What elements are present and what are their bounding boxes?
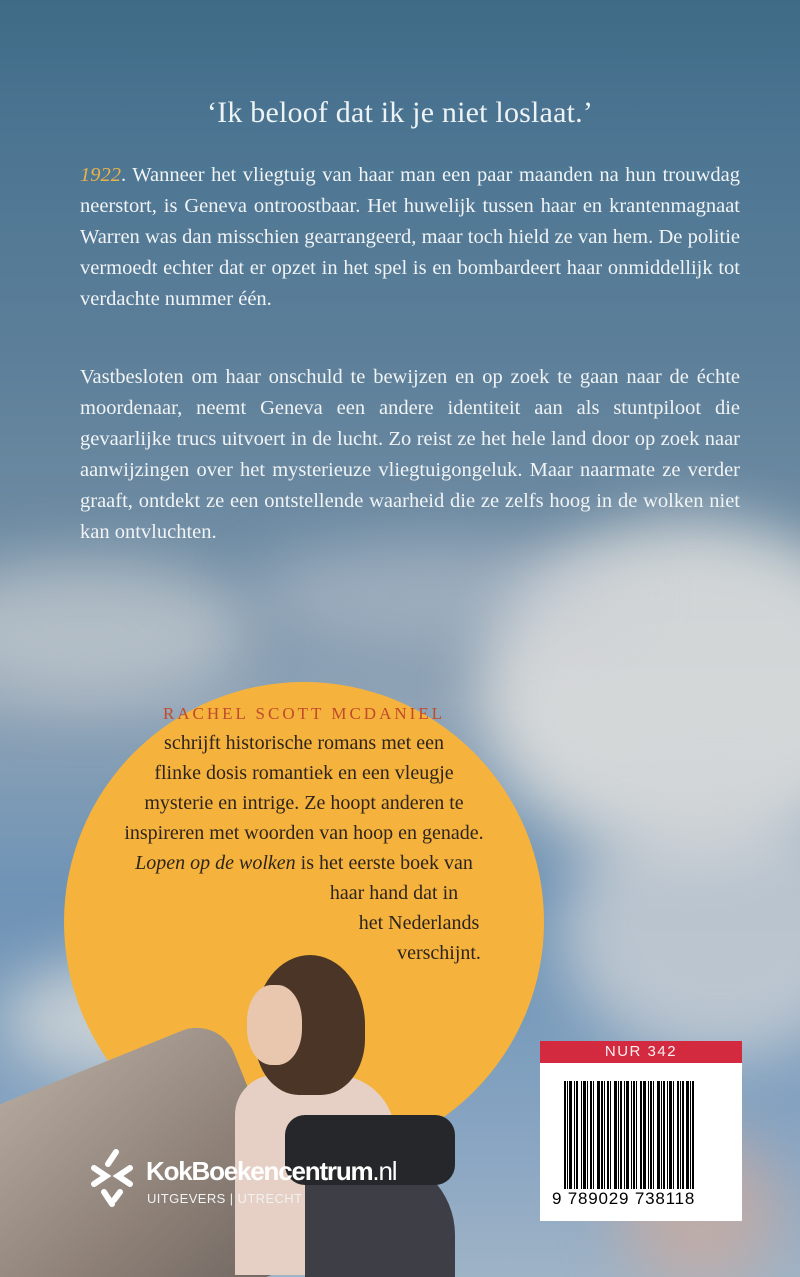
bio-line: verschijnt. (397, 942, 481, 964)
bio-line: flinke dosis romantiek en een vleugje (154, 762, 454, 784)
kok-boekencentrum-logo-icon (90, 1148, 134, 1208)
cloud (250, 540, 630, 650)
face (247, 985, 302, 1065)
bio-line: inspireren met woorden van hoop en genade. (124, 822, 484, 844)
bio-line: mysterie en intrige. Ze hoopt anderen te (144, 792, 464, 814)
blurb-paragraph-2: Vastbesloten om haar onschuld te bewijzen en op zoek te gaan naar de échte moordenaar, neemt Geneva een andere identiteit aan als stuntpiloot die gevaarlijke trucs uitvoert in de lucht. Zo reist ze het hele land door op zoek naar aanwijzingen over het mysterieuze vliegtuigongeluk. Maar naarmate ze verder graaft, ontdekt ze een ontstellende waarheid die ze zelfs hoog in de wolken niet kan ontvluchten. (80, 366, 740, 543)
bio-line: haar hand dat in (329, 882, 459, 904)
isbn-number: 9 789029 738118 (552, 1189, 732, 1209)
book-title: Lopen op de wolken (135, 852, 296, 874)
barcode-label (540, 1041, 742, 1221)
woman-pilot-image (225, 955, 455, 1277)
blurb-paragraph-1-text: . Wanneer het vliegtuig van haar man een paar maanden na hun trouwdag neerstort, is Geneva ontroostbaar. Het huwelijk tussen haar en krantenmagnaat Warren was dan misschien gearrangeerd, maar toch hield ze van hem. De politie vermoedt echter dat er opzet in het spel is en bombardeert haar onmiddellijk tot verdachte nummer één. (80, 164, 740, 310)
year-accent: 1922 (80, 164, 121, 186)
barcode-bars (564, 1081, 716, 1193)
publisher-name: KokBoekencentrum.nl (146, 1156, 397, 1186)
tagline-quote: ‘Ik beloof dat ik je niet loslaat.’ (206, 96, 594, 129)
author-name: RACHEL SCOTT MCDANIEL (162, 704, 446, 723)
publisher-subtitle: UITGEVERS | UTRECHT (147, 1191, 303, 1206)
nur-code: NUR 342 (540, 1041, 742, 1063)
cloud (0, 560, 250, 700)
author-bio (64, 700, 544, 968)
bio-line-title: Lopen op de wolken is het eerste boek van (135, 852, 473, 874)
blurb-paragraph-1 (80, 160, 740, 315)
bio-line: schrijft historische romans met een (164, 732, 444, 754)
bio-line: het Nederlands (358, 912, 480, 934)
